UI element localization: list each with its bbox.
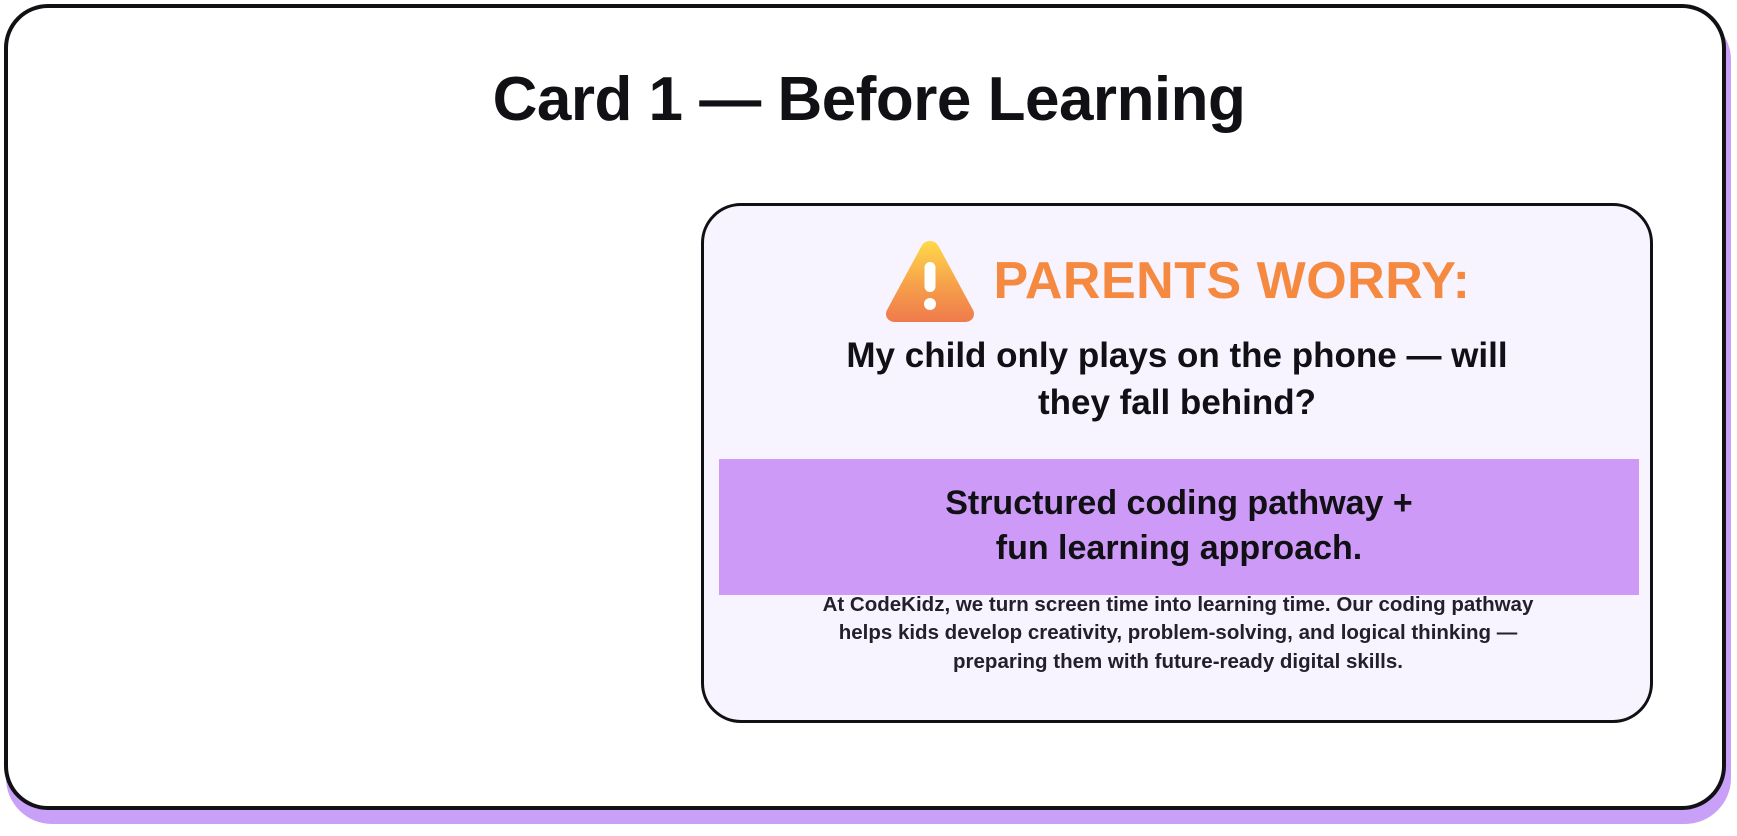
parents-worry-panel [701, 203, 1653, 723]
solution-band [719, 459, 1639, 595]
worry-header [704, 236, 1650, 326]
solution-line: fun learning approach. [995, 528, 1363, 567]
warning-triangle-icon [884, 238, 976, 324]
worry-question-line: they fall behind? [1037, 383, 1317, 423]
worry-question-line: My child only plays on the phone — will [846, 336, 1508, 375]
solution-line: Structured coding pathway + [945, 484, 1413, 522]
worry-body-text [764, 591, 1592, 676]
worry-body-line: preparing them with future-ready digital skills. [953, 649, 1403, 673]
worry-body-line: helps kids develop creativity, problem-solving, and logical thinking — [838, 621, 1518, 645]
worry-body-line: At CodeKidz, we turn screen time into learning time. Our coding pathway [822, 593, 1534, 616]
card-surface [4, 4, 1726, 810]
worry-question [750, 332, 1604, 427]
worry-label: PARENTS WORRY: [993, 252, 1471, 310]
page-title: Card 1 — Before Learning [492, 65, 1246, 134]
